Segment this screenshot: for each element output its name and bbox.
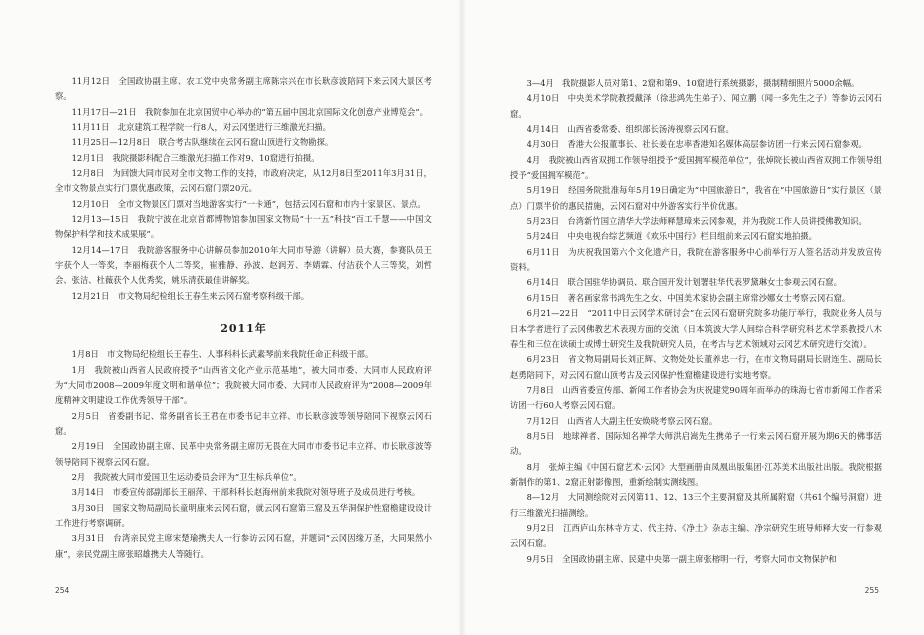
chronicle-entry: 11月11日 北京建筑工程学院一行8人，对云冈堡进行三维激光扫描。 (71, 122, 331, 133)
chronicle-entry: 6月15日 著名画家常书鸿先生之女、中国美术家协会副主席常沙娜女士考察云冈石窟。 (526, 292, 851, 303)
chronicle-entry: 2月 我院被大同市爱国卫生运动委员会评为“卫生标兵单位”。 (71, 471, 302, 482)
chronicle-entry: 8月 张焯主编《中国石窟艺术·云冈》大型画册由凤凰出版集团·江苏美术出版社出版。我院根据新制作的第1、2窟正射影像图，重新绘制实测线图。 (510, 461, 882, 487)
chronicle-entry: 5月19日 经国务院批准每年5月19日确定为“中国旅游日”，我省在“中国旅游日”实行景区（景点）门票半价的惠民措施，云冈石窟对中外游客实行半价优惠。 (510, 185, 882, 211)
chronicle-entry: 3月14日 市委宣传部副部长王丽萍、干部科科长赵海州前来我院对领导班子及成员进行考核。 (71, 487, 421, 498)
chronicle-entry: 4月14日 山西省委常委、组织部长汤涛视察云冈石窟。 (526, 124, 734, 135)
chronicle-entry: 8月5日 地球禅者、国际知名禅学大师洪启嵩先生携弟子一行来云冈石窟开展为期6天的佛事活动。 (510, 430, 882, 457)
chronicle-entry: 2月19日 全国政协副主席、民革中央常务副主席厉无畏在大同市市委书记丰立祥、市长耿彦波等领导陪同下视察云冈石窟。 (55, 441, 432, 467)
chronicle-entry: 8—12月 大同测绘院对云冈第11、12、13三个主要洞窟及其所属附窟（共61个编号洞窟）进行三维激光扫描测绘。 (510, 492, 882, 518)
chronicle-entry: 7月12日 山西省人大副主任安焕晓考察云冈石窟。 (526, 415, 718, 426)
chronicle-entry: 12月10日 全市文物景区门票对当地游客实行“一卡通”，包括云冈石窟和市内十家景区、景点。 (71, 198, 426, 209)
year-heading: 2011年 (220, 322, 267, 336)
chronicle-entry: 12月8日 为回馈大同市民对全市文物工作的支持，市政府决定，从12月8日至2011年3月31日，全市文物景点实行门票优惠政策，云冈石窟门票20元。 (55, 168, 432, 194)
chronicle-entry: 2月5日 省委副书记、常务副省长王君在市委书记丰立祥、市长耿彦波等领导陪同下视察云冈石窟。 (55, 410, 432, 436)
chronicle-entry: 12月1日 我院摄影科配合三维激光扫描工作对9、10窟进行拍摄。 (71, 152, 320, 163)
right-entries (510, 76, 882, 567)
right-page (462, 0, 924, 635)
chronicle-entry: 3月30日 国家文物局副局长童明康来云冈石窟，就云冈石窟第三窟及五华洞保护性窟檐建设设计工作进行考察调研。 (55, 502, 432, 528)
chronicle-entry: 3—4月 我院摄影人员对第1、2窟和第9、10窟进行系统摄影，摄制精细照片5000余幅。 (526, 78, 860, 88)
chronicle-entry: 7月8日 山西省委宣传部、新闻工作者协会为庆祝建党90周年而举办的珠海七省市新闻工作者采访团一行60人考察云冈石窟。 (510, 384, 882, 411)
chronicle-entry: 11月12日 全国政协副主席、农工党中央常务副主席陈宗兴在市长耿彦波陪同下来云冈大景区考察。 (55, 76, 432, 102)
chronicle-entry: 6月21—22日 “2011中日云冈学术研讨会”在云冈石窟研究院多功能厅举行，我院业务人员与日本学者进行了云冈佛教艺术表现方面的交流（日本筑波大学人间综合科学研究科艺术学系教授八木春生和三位在读硕士或博士研究生及我院研究人员，在考古与艺术领域对云冈艺术研究进行交流）。 (510, 308, 882, 349)
chronicle-entry: 1月8日 市文物局纪检组长王春生、人事科科长武素琴前来我院任命正科级干部。 (71, 349, 374, 360)
chronicle-entry: 12月21日 市文物局纪检组长王春生来云冈石窟考察科级干部。 (71, 290, 310, 301)
chronicle-entry: 11月25日—12月8日 联合考古队继续在云冈石窟山顶进行文物勘探。 (71, 137, 334, 148)
chronicle-entry: 4月 我院被山西省双拥工作领导组授予“爱国拥军模范单位”，张焯院长被山西省双拥工作领导组授予“爱国拥军模范”。 (510, 154, 882, 181)
chronicle-entry: 12月13—15日 我院宁波在北京首都博物馆参加国家文物局“十一五”科技“百工千慧——中国文物保护科学和技术成果展”。 (55, 214, 432, 240)
chronicle-entry: 11月17日—21日 我院参加在北京国贸中心举办的“第五届中国北京国际文化创意产业博览会”。 (71, 106, 428, 117)
chronicle-entry: 12月14—17日 我院游客服务中心讲解员参加2010年大同市导游（讲解）员大赛，参赛队员王宇获个人一等奖，李丽梅获个人二等奖，崔雅静、孙波、赵润芳、李婧霖、付洁获个人三等奖，刘哲会、张洁、杜薇获个人优秀奖，姚乐清获最佳讲解奖。 (55, 244, 432, 286)
chronicle-entry: 9月2日 江西庐山东林寺方丈、代主持、《净土》杂志主编、净宗研究生班导师释大安一行参观云冈石窟。 (510, 522, 882, 549)
chronicle-entry: 3月31日 台湾亲民党主席宋楚瑜携夫人一行参访云冈石窟，并题词“云冈因缘万圣，大同果然小康”，亲民党副主席张昭雄携夫人等随行。 (55, 533, 432, 559)
chronicle-entry: 5月23日 台湾新竹国立清华大学法师释慧璋来云冈参观，并为我院工作人员讲授佛教知识。 (526, 216, 867, 227)
page-number-left: 254 (55, 586, 70, 595)
chronicle-entry: 6月23日 省文物局副局长刘正辉、文物处处长董养忠一行，在市文物局副局长尉连生、副局长赵勇陪同下，对云冈石窟山顶考古及云冈保护性窟檐建设进行实地考察。 (510, 354, 882, 380)
left-entries-2010 (55, 74, 432, 304)
left-entries-2011 (55, 347, 432, 562)
page-number-right: 255 (864, 586, 879, 595)
chronicle-entry: 5月24日 中央电视台综艺频道《欢乐中国行》栏目组前来云冈石窟实地拍摄。 (526, 231, 817, 242)
chronicle-entry: 4月30日 香港大公报董事长、社长姜在忠率香港知名媒体高层参访团一行来云冈石窟参观。 (526, 139, 867, 150)
chronicle-entry: 1月 我院被山西省人民政府授予“山西省文化产业示范基地”，被大同市委、大同市人民政府评为“大同市2008—2009年度文明和谐单位”；我院被大同市委、大同市人民政府评为“2008—2009年度精神文明建设工作优秀领导干部”。 (55, 364, 432, 406)
chronicle-entry: 4月10日 中央美术学院教授戴泽（徐悲鸿先生弟子）、闻立鹏（闻一多先生之子）等参访云冈石窟。 (510, 93, 882, 119)
chronicle-entry: 6月11日 为庆祝我国第六个文化遗产日，我院在游客服务中心前举行万人签名活动并发放宣传资料。 (510, 246, 882, 273)
chronicle-entry: 6月14日 联合国驻华协调员、联合国开发计划署驻华代表罗黛琳女士参观云冈石窟。 (526, 277, 842, 288)
chronicle-entry: 9月5日 全国政协副主席、民建中央第一副主席张榕明一行，考察大同市文物保护和 (526, 553, 837, 564)
